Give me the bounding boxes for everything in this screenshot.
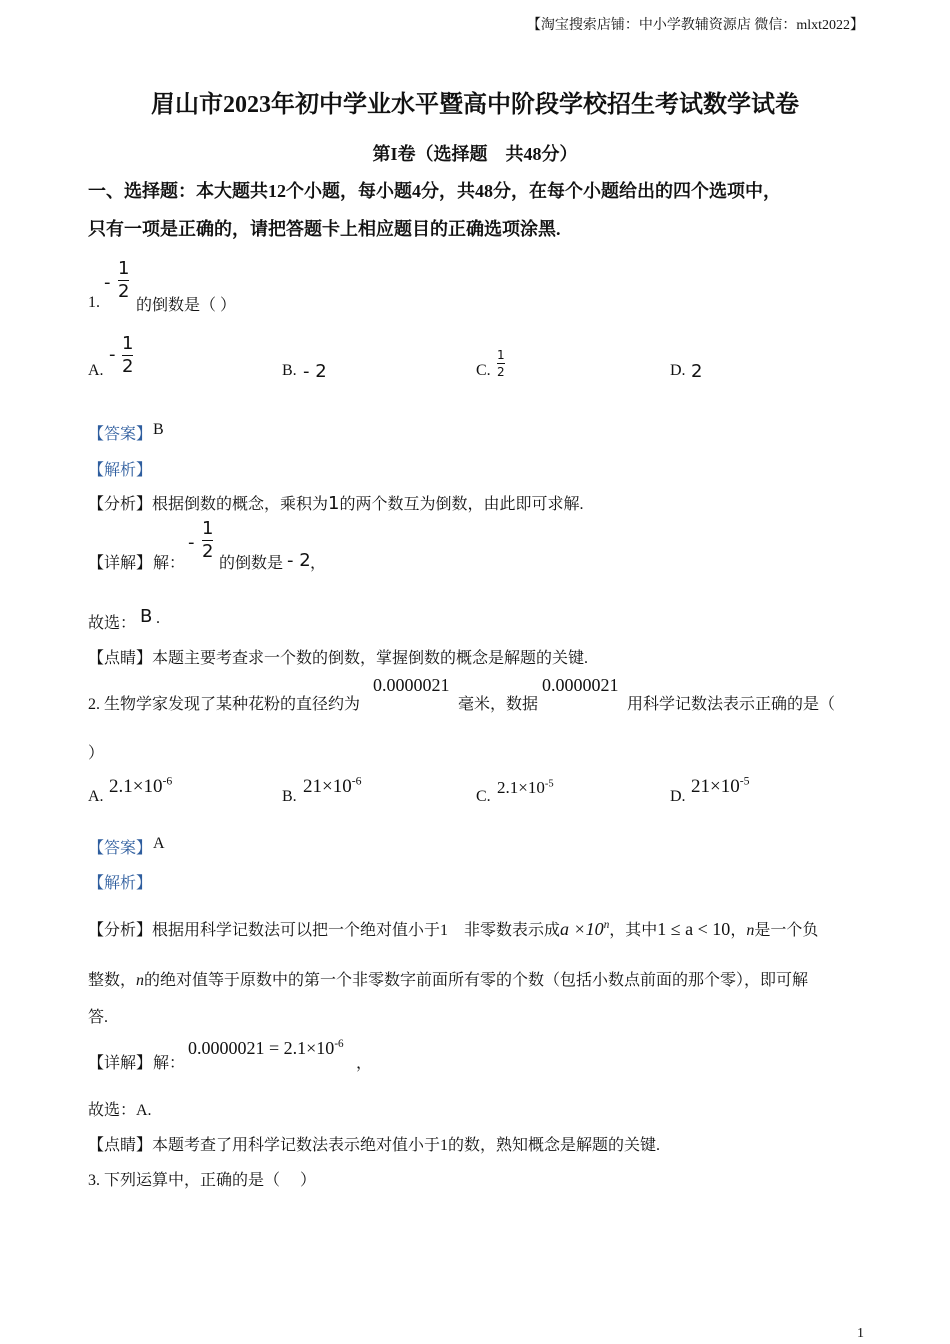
sci-exponent: -5 bbox=[739, 774, 750, 788]
answer-value: B bbox=[153, 421, 164, 438]
math-one: 1 bbox=[328, 493, 340, 514]
fenxi-text: 的两个数互为倒数，由此即可求解. bbox=[339, 496, 584, 513]
detail-result: - 2 bbox=[287, 550, 311, 571]
minus-sign: - bbox=[188, 532, 195, 553]
fraction-denominator: 2 bbox=[118, 281, 130, 302]
answer-tag: 【答案】 bbox=[88, 426, 153, 443]
answer-value: A bbox=[153, 835, 165, 852]
detail-tag: 【详解】 bbox=[88, 555, 153, 572]
option-label: C. bbox=[476, 788, 491, 805]
question-stem: ） bbox=[88, 745, 105, 762]
sci-base: 2.1×10 bbox=[497, 778, 545, 797]
instruction-line-1: 一、选择题：本大题共12个小题，每小题4分，共48分，在每个小题给出的四个选项中， bbox=[88, 181, 781, 201]
math-value: 0.0000021 bbox=[373, 675, 450, 695]
option-label: C. bbox=[476, 362, 491, 379]
fenxi-tag: 【分析】 bbox=[88, 496, 153, 513]
question-stem: 2. 生物学家发现了某种花粉的直径约为 bbox=[88, 696, 361, 713]
analysis-line: 答. bbox=[88, 1009, 109, 1026]
expr-exponent: n bbox=[603, 919, 610, 931]
fraction bbox=[122, 335, 133, 376]
expr-base: a ×10 bbox=[560, 919, 604, 939]
analysis-tag: 【解析】 bbox=[88, 462, 153, 479]
answer-tag: 【答案】 bbox=[88, 840, 153, 857]
math-n: n bbox=[136, 972, 145, 989]
page-title: 眉山市2023年初中学业水平暨高中阶段学校招生考试数学试卷 bbox=[151, 92, 799, 118]
option-label: B. bbox=[282, 362, 297, 379]
option-label: A. bbox=[88, 788, 104, 805]
option-value bbox=[691, 776, 750, 798]
fenxi-text: 的绝对值等于原数中的第一个非零数字前面所有零的个数（包括小数点前面的那个零），即可解 bbox=[144, 972, 809, 989]
section-subtitle: 第I卷（选择题 共48分） bbox=[372, 144, 578, 164]
analysis-tag: 【解析】 bbox=[88, 875, 153, 892]
fenxi-text: 根据倒数的概念，乘积为 bbox=[152, 496, 329, 513]
fraction bbox=[202, 520, 213, 561]
page-number: 1 bbox=[857, 1326, 864, 1341]
comment-tag: 【点睛】 bbox=[88, 650, 153, 667]
expr-exponent: -6 bbox=[334, 1038, 344, 1050]
fenxi-text: 是一个负 bbox=[754, 922, 819, 939]
question-3-stem: 3. 下列运算中，正确的是（ ） bbox=[88, 1172, 317, 1189]
choose-end: . bbox=[156, 610, 160, 627]
question-stem: 用科学记数法表示正确的是（ bbox=[627, 696, 836, 713]
question-stem: 毫米，数据 bbox=[458, 696, 539, 713]
option-value bbox=[303, 776, 362, 798]
comment-line bbox=[88, 645, 588, 668]
sci-base: 21×10 bbox=[303, 776, 352, 797]
option-label: D. bbox=[670, 788, 686, 805]
fraction bbox=[118, 260, 129, 301]
option-label: B. bbox=[282, 788, 297, 805]
header-note: 【淘宝搜索店铺：中小学教辅资源店 微信：mlxt2022】 bbox=[526, 18, 864, 33]
option-value bbox=[497, 778, 554, 798]
fenxi-text: 整数， bbox=[88, 972, 137, 989]
option-label: D. bbox=[670, 362, 686, 379]
option-label: A. bbox=[88, 362, 104, 379]
fraction-numerator: 1 bbox=[122, 333, 134, 354]
fenxi-text: ，其中 bbox=[609, 922, 658, 939]
fenxi-text: 根据用科学记数法可以把一个绝对值小于1 非零数表示成 bbox=[152, 922, 561, 939]
sci-exponent: -5 bbox=[544, 778, 554, 790]
math-range: 1 ≤ a < 10 bbox=[657, 919, 731, 939]
choose-prefix: 故选： bbox=[88, 615, 137, 632]
fraction-numerator: 1 bbox=[497, 348, 505, 362]
option-value bbox=[109, 776, 172, 798]
sci-exponent: -6 bbox=[351, 774, 362, 788]
minus-sign: - bbox=[109, 344, 116, 365]
fraction-denominator: 2 bbox=[202, 541, 214, 562]
choose-value: B bbox=[140, 606, 153, 627]
analysis-line bbox=[88, 491, 584, 514]
detail-text: 解： bbox=[153, 555, 186, 572]
detail-expression bbox=[188, 1038, 344, 1059]
option-value: - 2 bbox=[303, 361, 327, 382]
math-value: 0.0000021 bbox=[542, 675, 619, 695]
fraction-denominator: 2 bbox=[497, 365, 505, 379]
math-expression bbox=[560, 919, 609, 939]
question-stem: 的倒数是（ ） bbox=[136, 297, 237, 314]
sci-base: 21×10 bbox=[691, 776, 740, 797]
fraction-denominator: 2 bbox=[122, 356, 134, 377]
comment-text: 本题主要考查求一个数的倒数，掌握倒数的概念是解题的关键. bbox=[152, 650, 589, 667]
detail-text: 的倒数是 bbox=[219, 555, 284, 572]
analysis-line bbox=[88, 967, 808, 990]
fraction bbox=[497, 349, 505, 378]
option-value: 2 bbox=[691, 361, 703, 382]
comment-text: 本题考查了用科学记数法表示绝对值小于1的数，熟知概念是解题的关键. bbox=[152, 1137, 661, 1154]
minus-sign: - bbox=[104, 272, 111, 293]
fraction-bar bbox=[497, 363, 505, 364]
analysis-line bbox=[88, 917, 818, 940]
comment-tag: 【点睛】 bbox=[88, 1137, 153, 1154]
question-number: 1. bbox=[88, 294, 100, 311]
sci-exponent: -6 bbox=[162, 774, 173, 788]
sci-base: 2.1×10 bbox=[109, 776, 163, 797]
math-n: n bbox=[746, 922, 755, 939]
expr-base: 0.0000021 = 2.1×10 bbox=[188, 1038, 335, 1058]
fraction-numerator: 1 bbox=[118, 258, 130, 279]
instruction-line-2: 只有一项是正确的，请把答题卡上相应题目的正确选项涂黑. bbox=[88, 219, 561, 239]
fraction-numerator: 1 bbox=[202, 518, 214, 539]
choose-line: 故选：A. bbox=[88, 1102, 152, 1119]
detail-text: ， bbox=[310, 555, 327, 572]
detail-text: ， bbox=[356, 1055, 373, 1072]
fenxi-text: ， bbox=[730, 922, 747, 939]
comment-line bbox=[88, 1132, 660, 1155]
detail-tag: 【详解】 bbox=[88, 1055, 153, 1072]
detail-text: 解： bbox=[153, 1055, 186, 1072]
fenxi-tag: 【分析】 bbox=[88, 922, 153, 939]
